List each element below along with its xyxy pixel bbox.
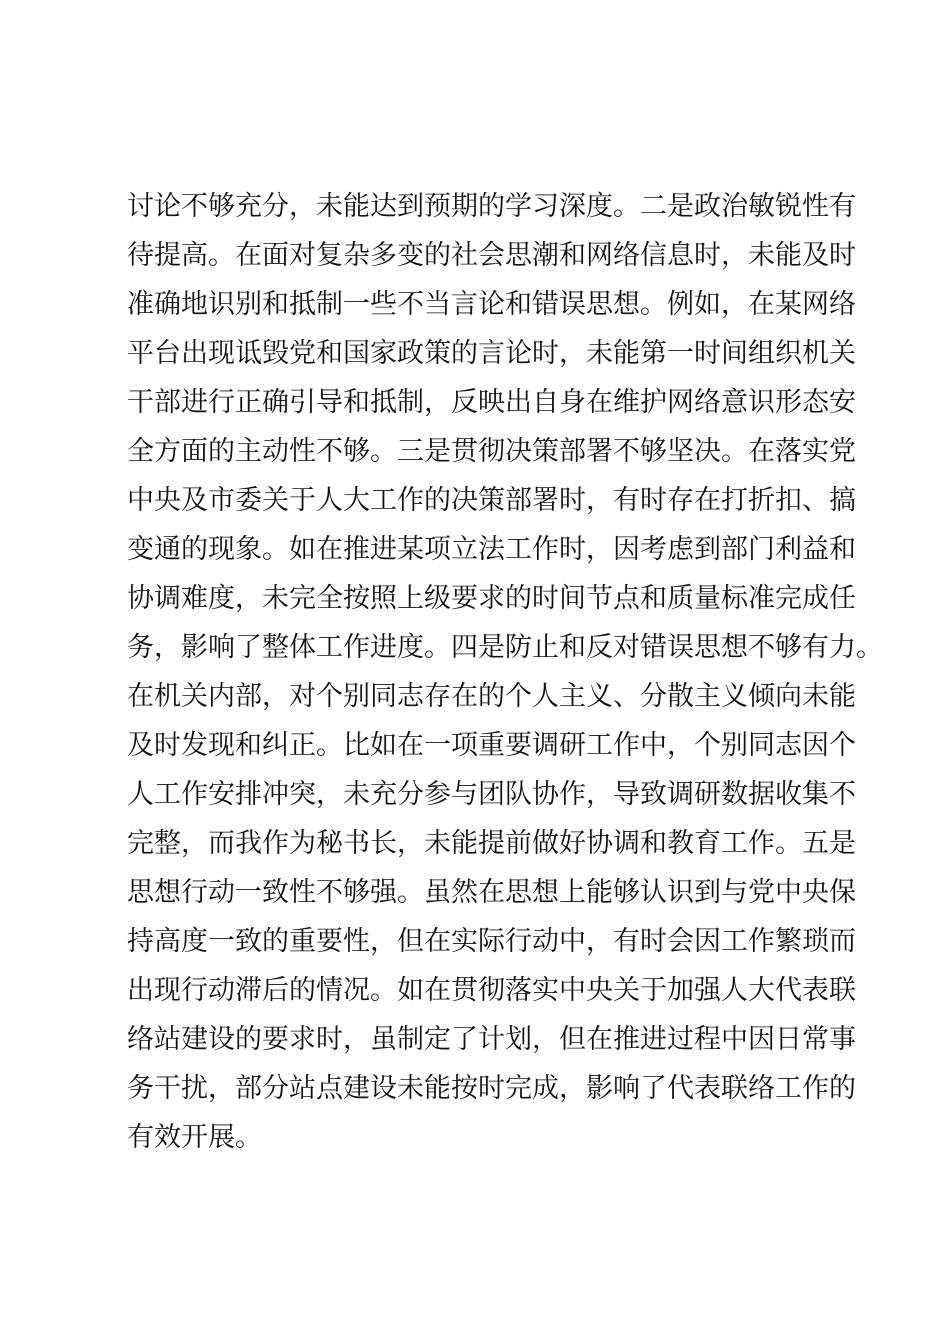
text-line: 务，影响了整体工作进度。四是防止和反对错误思想不够有力。 <box>127 632 883 663</box>
text-line: 中央及市委关于人大工作的决策部署时，有时存在打折扣、搞 <box>127 485 856 516</box>
text-line: 出现行动滞后的情况。如在贯彻落实中央关于加强人大代表联 <box>127 975 856 1006</box>
text-line: 思想行动一致性不够强。虽然在思想上能够认识到与党中央保 <box>127 877 856 908</box>
text-line: 全方面的主动性不够。三是贯彻决策部署不够坚决。在落实党 <box>127 436 856 467</box>
body-paragraph <box>127 183 883 1163</box>
text-line: 完整，而我作为秘书长，未能提前做好协调和教育工作。五是 <box>127 828 856 859</box>
text-line: 务干扰，部分站点建设未能按时完成，影响了代表联络工作的 <box>127 1073 856 1104</box>
text-line: 及时发现和纠正。比如在一项重要调研工作中，个别同志因个 <box>127 730 856 761</box>
text-line: 干部进行正确引导和抵制，反映出自身在维护网络意识形态安 <box>127 387 856 418</box>
text-line: 人工作安排冲突，未充分参与团队协作，导致调研数据收集不 <box>127 779 856 810</box>
text-line: 持高度一致的重要性，但在实际行动中，有时会因工作繁琐而 <box>127 926 856 957</box>
text-line: 变通的现象。如在推进某项立法工作时，因考虑到部门利益和 <box>127 534 856 565</box>
text-line: 讨论不够充分，未能达到预期的学习深度。二是政治敏锐性有 <box>127 191 856 222</box>
text-line: 络站建设的要求时，虽制定了计划，但在推进过程中因日常事 <box>127 1024 856 1055</box>
text-line: 在机关内部，对个别同志存在的个人主义、分散主义倾向未能 <box>127 681 856 712</box>
text-line: 准确地识别和抵制一些不当言论和错误思想。例如，在某网络 <box>127 289 856 320</box>
text-line: 平台出现诋毁党和国家政策的言论时，未能第一时间组织机关 <box>127 338 856 369</box>
text-line: 有效开展。 <box>127 1122 262 1153</box>
text-line: 待提高。在面对复杂多变的社会思潮和网络信息时，未能及时 <box>127 240 856 271</box>
text-line: 协调难度，未完全按照上级要求的时间节点和质量标准完成任 <box>127 583 856 614</box>
